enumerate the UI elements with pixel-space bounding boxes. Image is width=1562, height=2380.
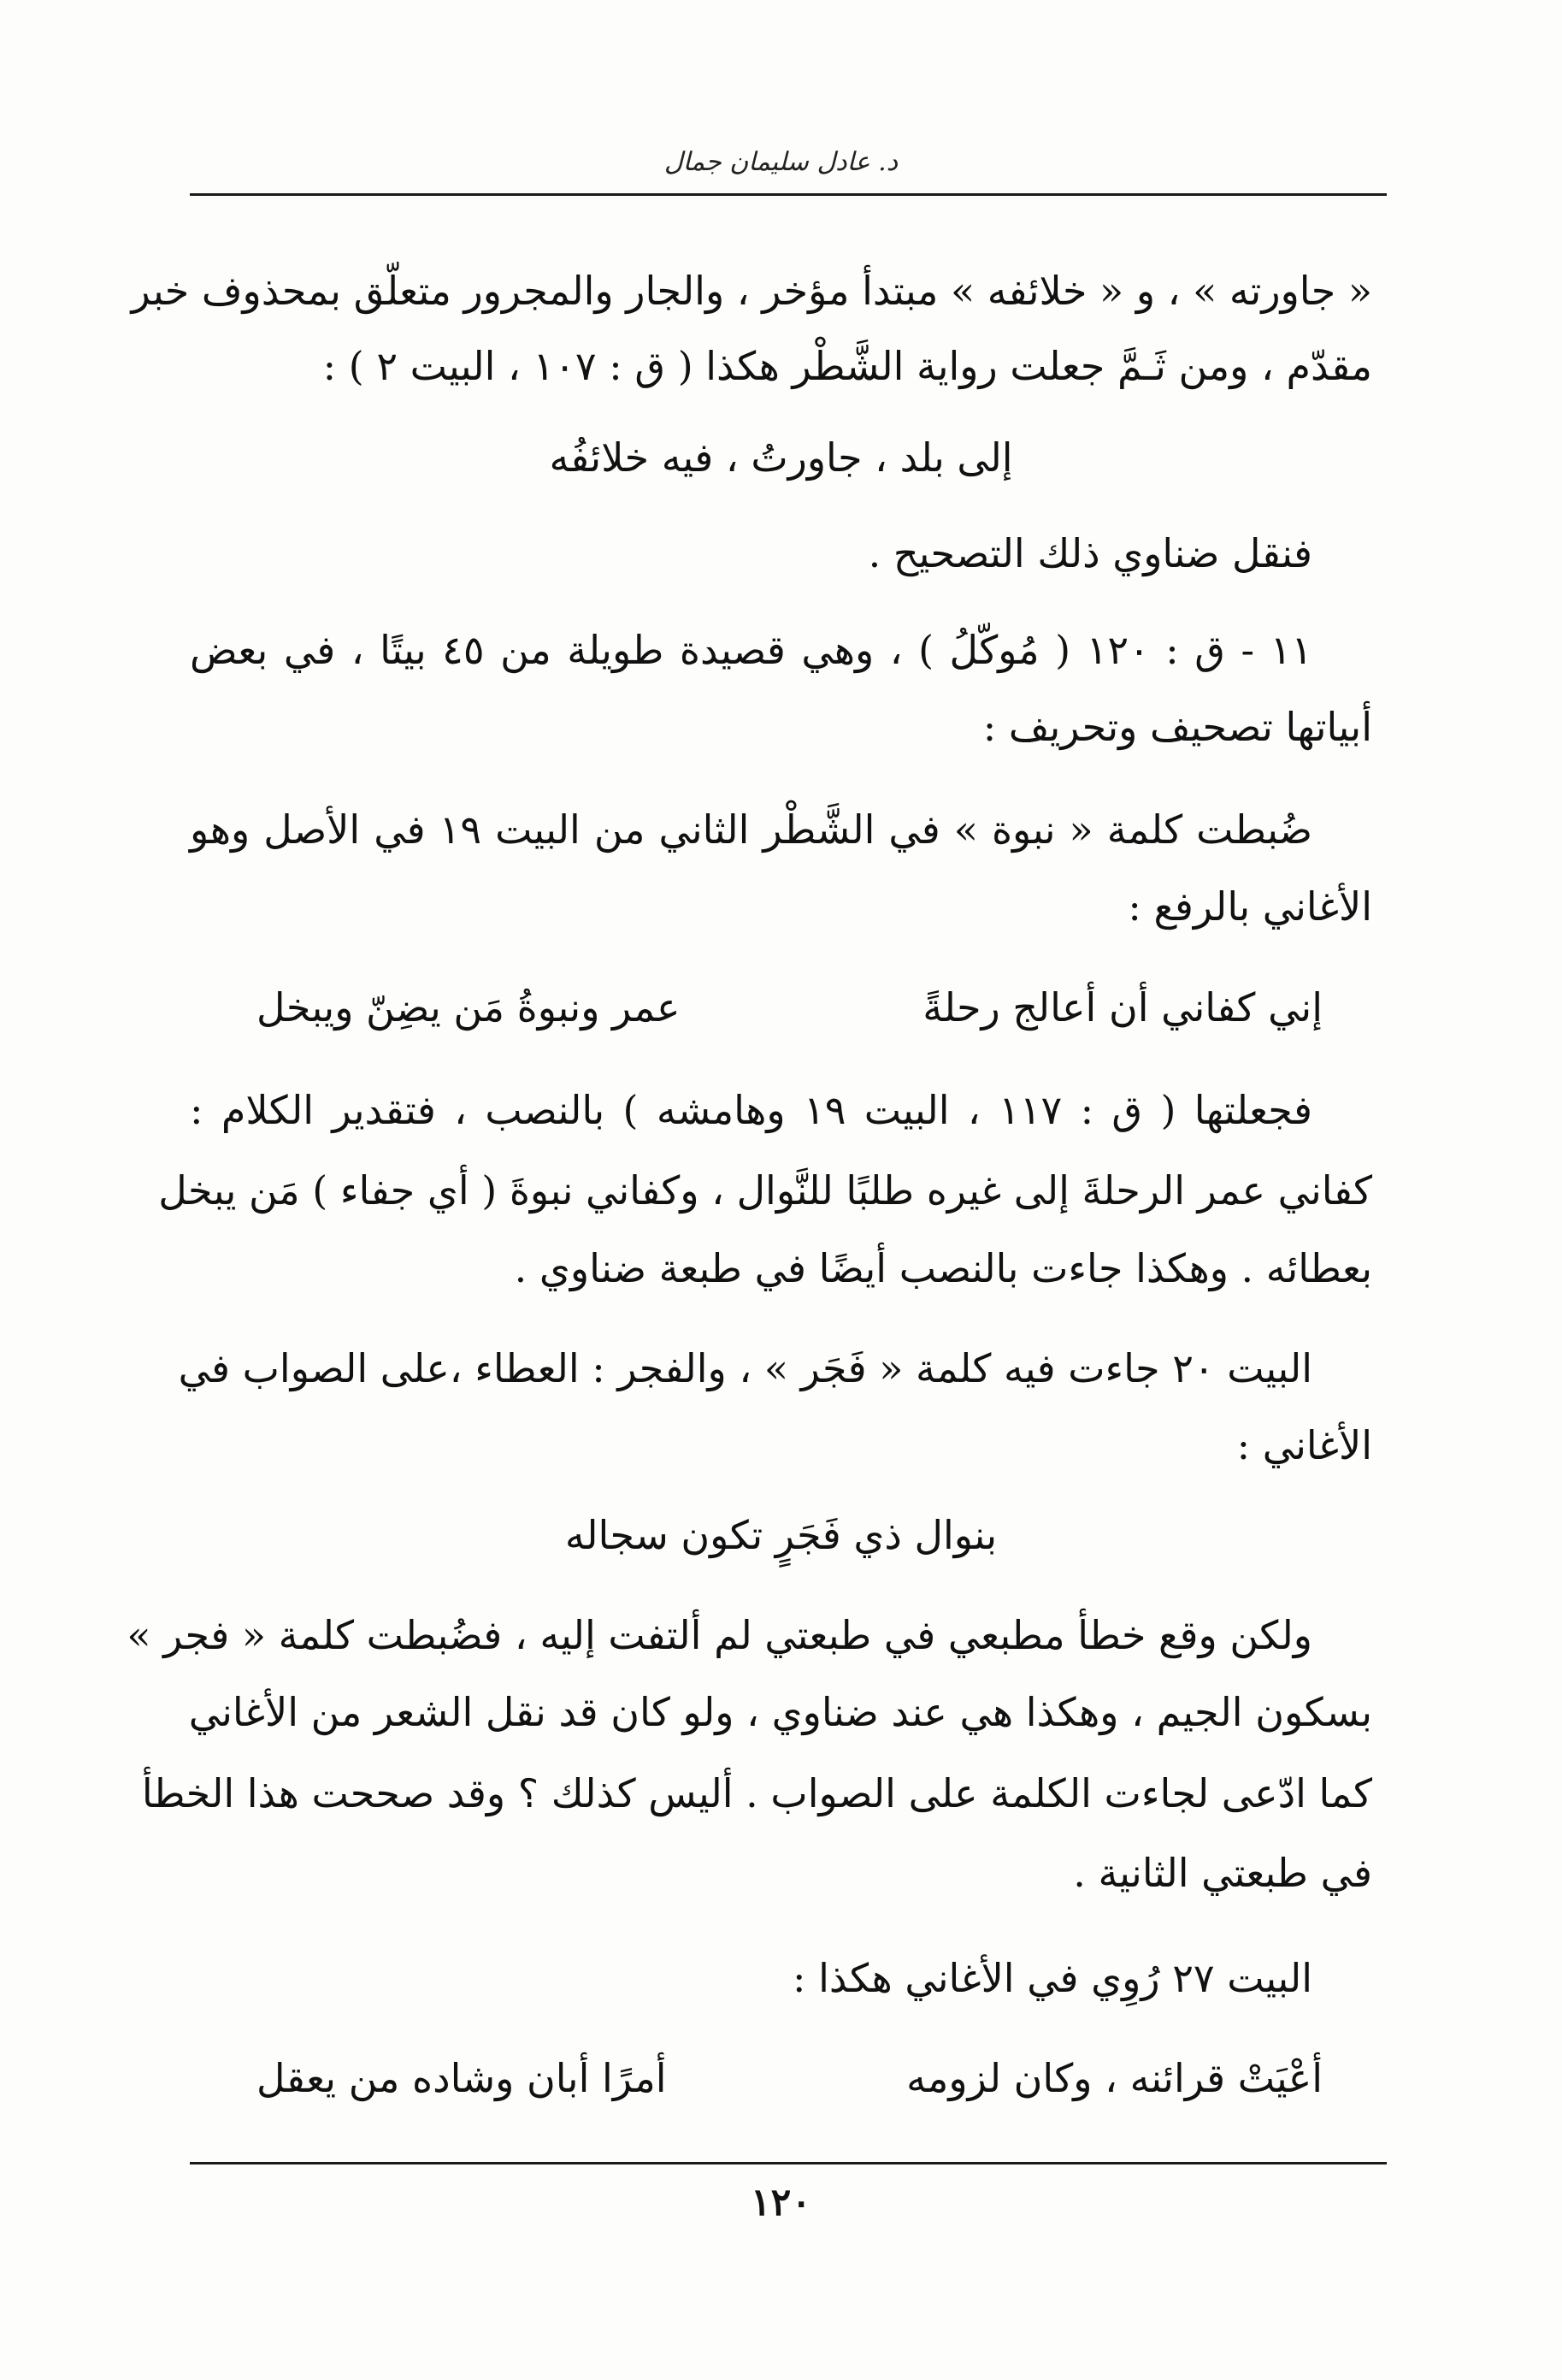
verse-line bbox=[256, 2048, 1323, 2108]
quoted-hemistich: إلى بلد ، جاورتُ ، فيه خلائفُه bbox=[549, 434, 1013, 481]
verse-first-hemistich: أعْيَتْ قرائنه ، وكان لزومه bbox=[906, 2055, 1323, 2101]
text-line: بعطائه . وهكذا جاءت بالنصب أيضًا في طبعة ضناوي . bbox=[514, 1245, 1372, 1291]
text-line: مقدّم ، ومن ثَـمَّ جعلت رواية الشَّطْر هكذا ( ق : ١٠٧ ، البيت ٢ ) : bbox=[322, 343, 1372, 389]
footer-rule bbox=[190, 2162, 1387, 2164]
text-line: البيت ٢٧ رُوِي في الأغاني هكذا : bbox=[793, 1955, 1312, 2001]
text-line: في طبعتي الثانية . bbox=[1073, 1850, 1372, 1896]
text-line: ضُبطت كلمة « نبوة » في الشَّطْر الثاني من البيت ١٩ في الأصل وهو bbox=[190, 806, 1313, 853]
page-number: ١٢٠ bbox=[751, 2181, 811, 2224]
verse-first-hemistich: إني كفاني أن أعالج رحلةً bbox=[922, 984, 1323, 1031]
header-rule bbox=[190, 193, 1387, 196]
text-line: « جاورته » ، و « خلائفه » مبتدأ مؤخر ، والجار والمجرور متعلّق بمحذوف خبر bbox=[131, 268, 1372, 314]
text-line: ١١ - ق : ١٢٠ ( مُوكّلُ ) ، وهي قصيدة طويلة من ٤٥ بيتًا ، في بعض bbox=[190, 627, 1312, 673]
verse-line bbox=[256, 977, 1323, 1037]
text-line: كما ادّعى لجاءت الكلمة على الصواب . أليس كذلك ؟ وقد صححت هذا الخطأ bbox=[141, 1770, 1372, 1816]
text-line: كفاني عمر الرحلةَ إلى غيره طلبًا للنَّوال ، وكفاني نبوةَ ( أي جفاء ) مَن يبخل bbox=[158, 1167, 1372, 1214]
text-line: الأغاني بالرفع : bbox=[1128, 883, 1372, 930]
text-line: الأغاني : bbox=[1236, 1422, 1372, 1468]
text-line: البيت ٢٠ جاءت فيه كلمة « فَجَر » ، والفجر : العطاء ،على الصواب في bbox=[178, 1345, 1312, 1391]
verse-second-hemistich: عمر ونبوةُ مَن يضِنّ ويبخل bbox=[256, 984, 681, 1031]
text-line: فجعلتها ( ق : ١١٧ ، البيت ١٩ وهامشه ) بالنصب ، فتقدير الكلام : bbox=[190, 1087, 1312, 1133]
text-line: ولكن وقع خطأ مطبعي في طبعتي لم ألتفت إليه ، فضُبطت كلمة « فجر » bbox=[127, 1612, 1312, 1658]
verse-second-hemistich: أمرًا أبان وشاده من يعقل bbox=[256, 2055, 667, 2101]
text-line: فنقل ضناوي ذلك التصحيح . bbox=[868, 530, 1312, 576]
running-header-author: د. عادل سليمان جمال bbox=[663, 147, 899, 177]
text-line: بسكون الجيم ، وهكذا هي عند ضناوي ، ولو كان قد نقل الشعر من الأغاني bbox=[188, 1689, 1372, 1735]
text-line: أبياتها تصحيف وتحريف : bbox=[982, 704, 1372, 750]
quoted-hemistich: بنوال ذي فَجَرٍ تكون سجاله bbox=[564, 1512, 998, 1558]
